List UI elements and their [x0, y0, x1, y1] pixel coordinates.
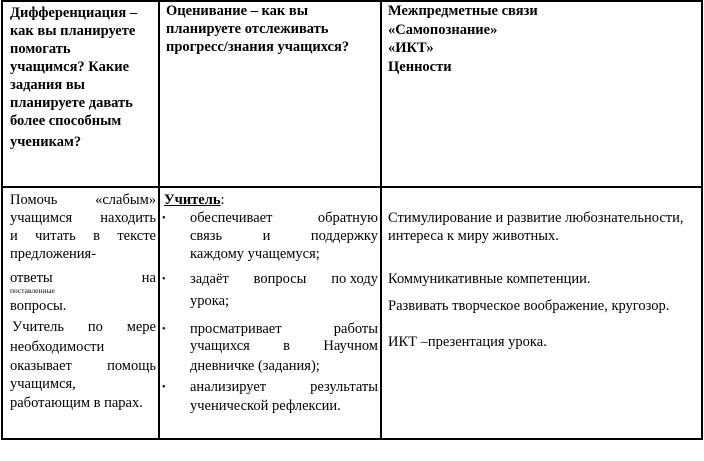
teacher-label: Учитель	[164, 192, 221, 208]
teacher-title	[164, 192, 225, 209]
word: обратную	[317, 210, 378, 226]
text-line	[10, 210, 156, 227]
word: на	[141, 270, 156, 286]
table-border-bottom	[1, 438, 703, 440]
header-text-line: прогресс/знания учащихся?	[166, 39, 350, 55]
word: Учитель	[12, 319, 64, 335]
bullet-icon: •	[162, 324, 166, 335]
header-text-line: Ценности	[388, 58, 452, 75]
header-text-line: учащимся? Какие	[10, 59, 130, 75]
header-text-line: Оценивание – как вы	[166, 3, 309, 19]
word: оказывает	[10, 358, 72, 374]
text-line: Стимулирование и развитие любознательности,	[388, 210, 684, 226]
text-line	[12, 319, 156, 336]
text-line: работающим в парах.	[10, 395, 143, 411]
header-cross-curricular	[388, 2, 688, 76]
text-line: учащимся,	[10, 376, 76, 392]
word: и	[10, 228, 18, 244]
table-row-divider	[1, 186, 703, 188]
text-line	[10, 228, 156, 245]
text-line: Развивать творческое воображение, кругозор.	[388, 298, 670, 314]
text-line: каждому учащемуся;	[190, 246, 320, 262]
word: в	[283, 338, 291, 354]
header-text-line: ученикам?	[10, 134, 82, 150]
word: мере	[126, 319, 156, 335]
small-text: поставленные	[10, 286, 55, 295]
table-col-divider-1	[158, 0, 160, 440]
word: учащихся	[190, 338, 250, 354]
word: находить	[100, 210, 156, 226]
text-line: вопросы.	[10, 298, 67, 314]
word: по ходу	[331, 271, 378, 287]
word: просматривает	[190, 321, 282, 337]
word: помощь	[107, 358, 156, 374]
text-line: урока;	[190, 293, 230, 309]
bullet-icon: •	[162, 213, 166, 224]
header-text-line: помогать	[10, 41, 71, 57]
text-line	[190, 321, 378, 338]
table-col-divider-2	[380, 0, 382, 440]
text-line: необходимости	[10, 339, 105, 355]
word: вопросы	[253, 271, 307, 287]
word: тексте	[117, 228, 156, 244]
table-border-right	[701, 0, 703, 440]
word: поддержку	[310, 228, 378, 244]
text-line	[190, 379, 378, 396]
header-text-line: планируете отслеживать	[166, 21, 329, 37]
header-text-line: как вы планируете	[10, 23, 136, 39]
table-border-left	[1, 0, 3, 440]
colon: :	[220, 192, 225, 208]
text-line	[190, 210, 378, 227]
bullet-icon: •	[162, 274, 166, 285]
text-line: предложения-	[10, 246, 97, 262]
header-text-line: более способным	[10, 113, 122, 129]
text-line: ученической рефлексии.	[190, 398, 341, 414]
word: результаты	[310, 379, 378, 395]
word: связь	[190, 228, 223, 244]
header-text-line: «ИКТ»	[388, 40, 434, 56]
text-line	[10, 270, 156, 287]
word: и	[262, 228, 271, 244]
text-line	[190, 271, 378, 288]
word: задаёт	[190, 271, 229, 287]
text-line: Коммуникативные компетенции.	[388, 271, 591, 287]
text-line	[190, 228, 378, 245]
header-differentiation	[10, 4, 156, 151]
word: по	[87, 319, 103, 335]
word: учащимся	[10, 210, 73, 226]
word: «слабым»	[95, 192, 156, 208]
text-line: ИКТ –презентация урока.	[388, 334, 547, 350]
text-line	[10, 358, 156, 375]
word: Научном	[323, 338, 378, 354]
word: ответы	[10, 270, 53, 286]
header-assessment	[166, 2, 376, 56]
word: анализирует	[190, 379, 267, 395]
word: обеспечивает	[190, 210, 273, 226]
header-text-line: задания вы	[10, 77, 85, 93]
text-line	[10, 192, 156, 209]
word: в	[93, 228, 100, 244]
text-line	[190, 338, 378, 355]
word: работы	[333, 321, 378, 337]
text-line: интереса к миру животных.	[388, 228, 559, 244]
word: читать	[35, 228, 76, 244]
header-text-line: Дифференциация –	[10, 5, 138, 21]
bullet-icon: •	[162, 382, 166, 393]
header-text-line: Межпредметные связи	[388, 3, 538, 19]
header-text-line: «Самопознание»	[388, 21, 498, 38]
text-line: дневничке (задания);	[190, 358, 320, 374]
word: Помочь	[10, 192, 58, 208]
header-text-line: планируете давать	[10, 95, 133, 111]
